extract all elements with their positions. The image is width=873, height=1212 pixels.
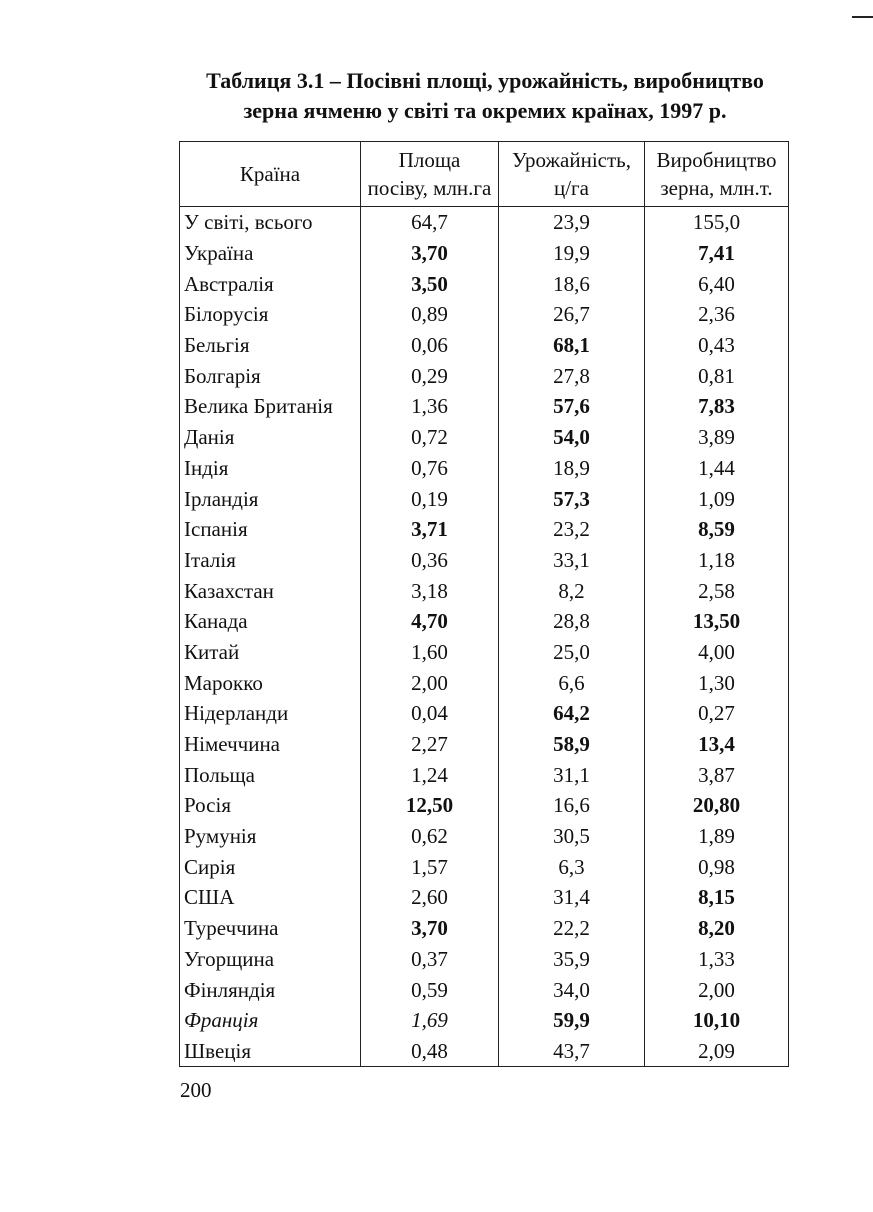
cell-country: Фінляндія (180, 974, 361, 1005)
cell-country: Іспанія (180, 514, 361, 545)
cell-yield: 54,0 (499, 422, 645, 453)
cell-production: 2,36 (645, 299, 789, 330)
cell-country: Китай (180, 637, 361, 668)
cell-area: 2,00 (361, 667, 499, 698)
cell-area: 0,59 (361, 974, 499, 1005)
cell-area: 1,60 (361, 637, 499, 668)
table-row (180, 514, 789, 545)
corner-mark (852, 16, 873, 18)
cell-area: 0,72 (361, 422, 499, 453)
cell-production: 2,58 (645, 575, 789, 606)
cell-production: 1,09 (645, 483, 789, 514)
table-row (180, 944, 789, 975)
table-row (180, 729, 789, 760)
table-row (180, 483, 789, 514)
table-row (180, 299, 789, 330)
cell-production: 10,10 (645, 1005, 789, 1036)
table-body (180, 207, 789, 1067)
header-yield-line-1: Урожайність, (512, 148, 631, 172)
cell-yield: 25,0 (499, 637, 645, 668)
cell-yield: 59,9 (499, 1005, 645, 1036)
caption-line-1: Таблиця 3.1 – Посівні площі, урожайність, виробництво (206, 68, 764, 93)
cell-yield: 26,7 (499, 299, 645, 330)
cell-production: 7,41 (645, 238, 789, 269)
table-row (180, 790, 789, 821)
cell-yield: 64,2 (499, 698, 645, 729)
header-country-label: Країна (239, 162, 301, 186)
cell-country: США (180, 882, 361, 913)
cell-area: 4,70 (361, 606, 499, 637)
table-row (180, 606, 789, 637)
table-row (180, 882, 789, 913)
header-production-line-1: Виробництво (656, 148, 777, 172)
cell-area: 3,70 (361, 238, 499, 269)
cell-yield: 19,9 (499, 238, 645, 269)
cell-area: 3,50 (361, 268, 499, 299)
table-row (180, 851, 789, 882)
cell-country: Нідерланди (180, 698, 361, 729)
cell-yield: 18,6 (499, 268, 645, 299)
cell-country: Ірландія (180, 483, 361, 514)
cell-area: 0,89 (361, 299, 499, 330)
table-row (180, 268, 789, 299)
cell-area: 0,48 (361, 1036, 499, 1067)
cell-area: 1,24 (361, 759, 499, 790)
table-row (180, 698, 789, 729)
header-area (361, 142, 499, 207)
table-row (180, 575, 789, 606)
cell-area: 3,71 (361, 514, 499, 545)
page-number: 200 (180, 1078, 212, 1102)
cell-country: Франція (180, 1005, 361, 1036)
cell-country: Україна (180, 238, 361, 269)
cell-yield: 58,9 (499, 729, 645, 760)
cell-production: 1,89 (645, 821, 789, 852)
table-row (180, 637, 789, 668)
cell-production: 20,80 (645, 790, 789, 821)
cell-area: 0,19 (361, 483, 499, 514)
table-row (180, 330, 789, 361)
caption-line-2: зерна ячменю у світі та окремих країнах, 1997 р. (243, 98, 727, 123)
cell-yield: 23,2 (499, 514, 645, 545)
cell-yield: 23,9 (499, 207, 645, 238)
cell-area: 1,36 (361, 391, 499, 422)
cell-country: Бельгія (180, 330, 361, 361)
cell-production: 2,09 (645, 1036, 789, 1067)
cell-production: 0,98 (645, 851, 789, 882)
cell-production: 6,40 (645, 268, 789, 299)
cell-country: Італія (180, 545, 361, 576)
cell-production: 13,50 (645, 606, 789, 637)
cell-yield: 35,9 (499, 944, 645, 975)
cell-country: У світі, всього (180, 207, 361, 238)
cell-country: Канада (180, 606, 361, 637)
cell-yield: 57,3 (499, 483, 645, 514)
cell-production: 8,20 (645, 913, 789, 944)
table-row (180, 422, 789, 453)
cell-yield: 30,5 (499, 821, 645, 852)
cell-yield: 57,6 (499, 391, 645, 422)
cell-area: 1,69 (361, 1005, 499, 1036)
cell-area: 0,62 (361, 821, 499, 852)
table-row (180, 360, 789, 391)
cell-production: 0,81 (645, 360, 789, 391)
header-production-line-2: зерна, млн.т. (660, 176, 773, 200)
table-row (180, 974, 789, 1005)
cell-area: 2,27 (361, 729, 499, 760)
cell-production: 3,87 (645, 759, 789, 790)
cell-area: 3,70 (361, 913, 499, 944)
table-row (180, 453, 789, 484)
table-caption (150, 66, 820, 126)
table-row (180, 391, 789, 422)
cell-area: 3,18 (361, 575, 499, 606)
table-row (180, 207, 789, 238)
cell-country: Швеція (180, 1036, 361, 1067)
cell-yield: 43,7 (499, 1036, 645, 1067)
barley-table (179, 141, 789, 1067)
cell-country: Румунія (180, 821, 361, 852)
table-row (180, 759, 789, 790)
cell-country: Угорщина (180, 944, 361, 975)
cell-yield: 18,9 (499, 453, 645, 484)
cell-area: 2,60 (361, 882, 499, 913)
table-row (180, 821, 789, 852)
cell-area: 0,29 (361, 360, 499, 391)
cell-country: Білорусія (180, 299, 361, 330)
header-yield-line-2: ц/га (553, 176, 589, 200)
header-country (180, 142, 361, 207)
table-row (180, 545, 789, 576)
cell-yield: 33,1 (499, 545, 645, 576)
cell-country: Туреччина (180, 913, 361, 944)
header-area-line-2: посіву, млн.га (367, 176, 492, 200)
cell-production: 0,27 (645, 698, 789, 729)
cell-production: 7,83 (645, 391, 789, 422)
header-area-line-1: Площа (398, 148, 461, 172)
table-row (180, 1005, 789, 1036)
cell-yield: 31,4 (499, 882, 645, 913)
cell-area: 0,06 (361, 330, 499, 361)
cell-production: 1,33 (645, 944, 789, 975)
cell-area: 0,76 (361, 453, 499, 484)
cell-yield: 6,3 (499, 851, 645, 882)
header-production (645, 142, 789, 207)
cell-yield: 31,1 (499, 759, 645, 790)
cell-area: 0,36 (361, 545, 499, 576)
cell-country: Казахстан (180, 575, 361, 606)
cell-country: Австралія (180, 268, 361, 299)
cell-country: Індія (180, 453, 361, 484)
cell-yield: 8,2 (499, 575, 645, 606)
cell-production: 8,15 (645, 882, 789, 913)
cell-yield: 22,2 (499, 913, 645, 944)
cell-country: Болгарія (180, 360, 361, 391)
cell-production: 1,30 (645, 667, 789, 698)
cell-yield: 28,8 (499, 606, 645, 637)
table-row (180, 238, 789, 269)
cell-area: 0,04 (361, 698, 499, 729)
table-row (180, 913, 789, 944)
cell-yield: 34,0 (499, 974, 645, 1005)
cell-production: 2,00 (645, 974, 789, 1005)
cell-country: Данія (180, 422, 361, 453)
cell-country: Сирія (180, 851, 361, 882)
table-header-row (180, 142, 789, 207)
cell-yield: 6,6 (499, 667, 645, 698)
cell-production: 4,00 (645, 637, 789, 668)
cell-production: 8,59 (645, 514, 789, 545)
cell-area: 0,37 (361, 944, 499, 975)
cell-country: Марокко (180, 667, 361, 698)
cell-yield: 68,1 (499, 330, 645, 361)
header-yield (499, 142, 645, 207)
cell-area: 64,7 (361, 207, 499, 238)
cell-country: Росія (180, 790, 361, 821)
cell-country: Німеччина (180, 729, 361, 760)
cell-production: 1,18 (645, 545, 789, 576)
cell-production: 155,0 (645, 207, 789, 238)
cell-production: 3,89 (645, 422, 789, 453)
cell-country: Велика Британія (180, 391, 361, 422)
table-row (180, 667, 789, 698)
cell-area: 1,57 (361, 851, 499, 882)
cell-area: 12,50 (361, 790, 499, 821)
cell-country: Польща (180, 759, 361, 790)
cell-production: 0,43 (645, 330, 789, 361)
table-row (180, 1036, 789, 1067)
cell-yield: 27,8 (499, 360, 645, 391)
cell-yield: 16,6 (499, 790, 645, 821)
cell-production: 13,4 (645, 729, 789, 760)
cell-production: 1,44 (645, 453, 789, 484)
